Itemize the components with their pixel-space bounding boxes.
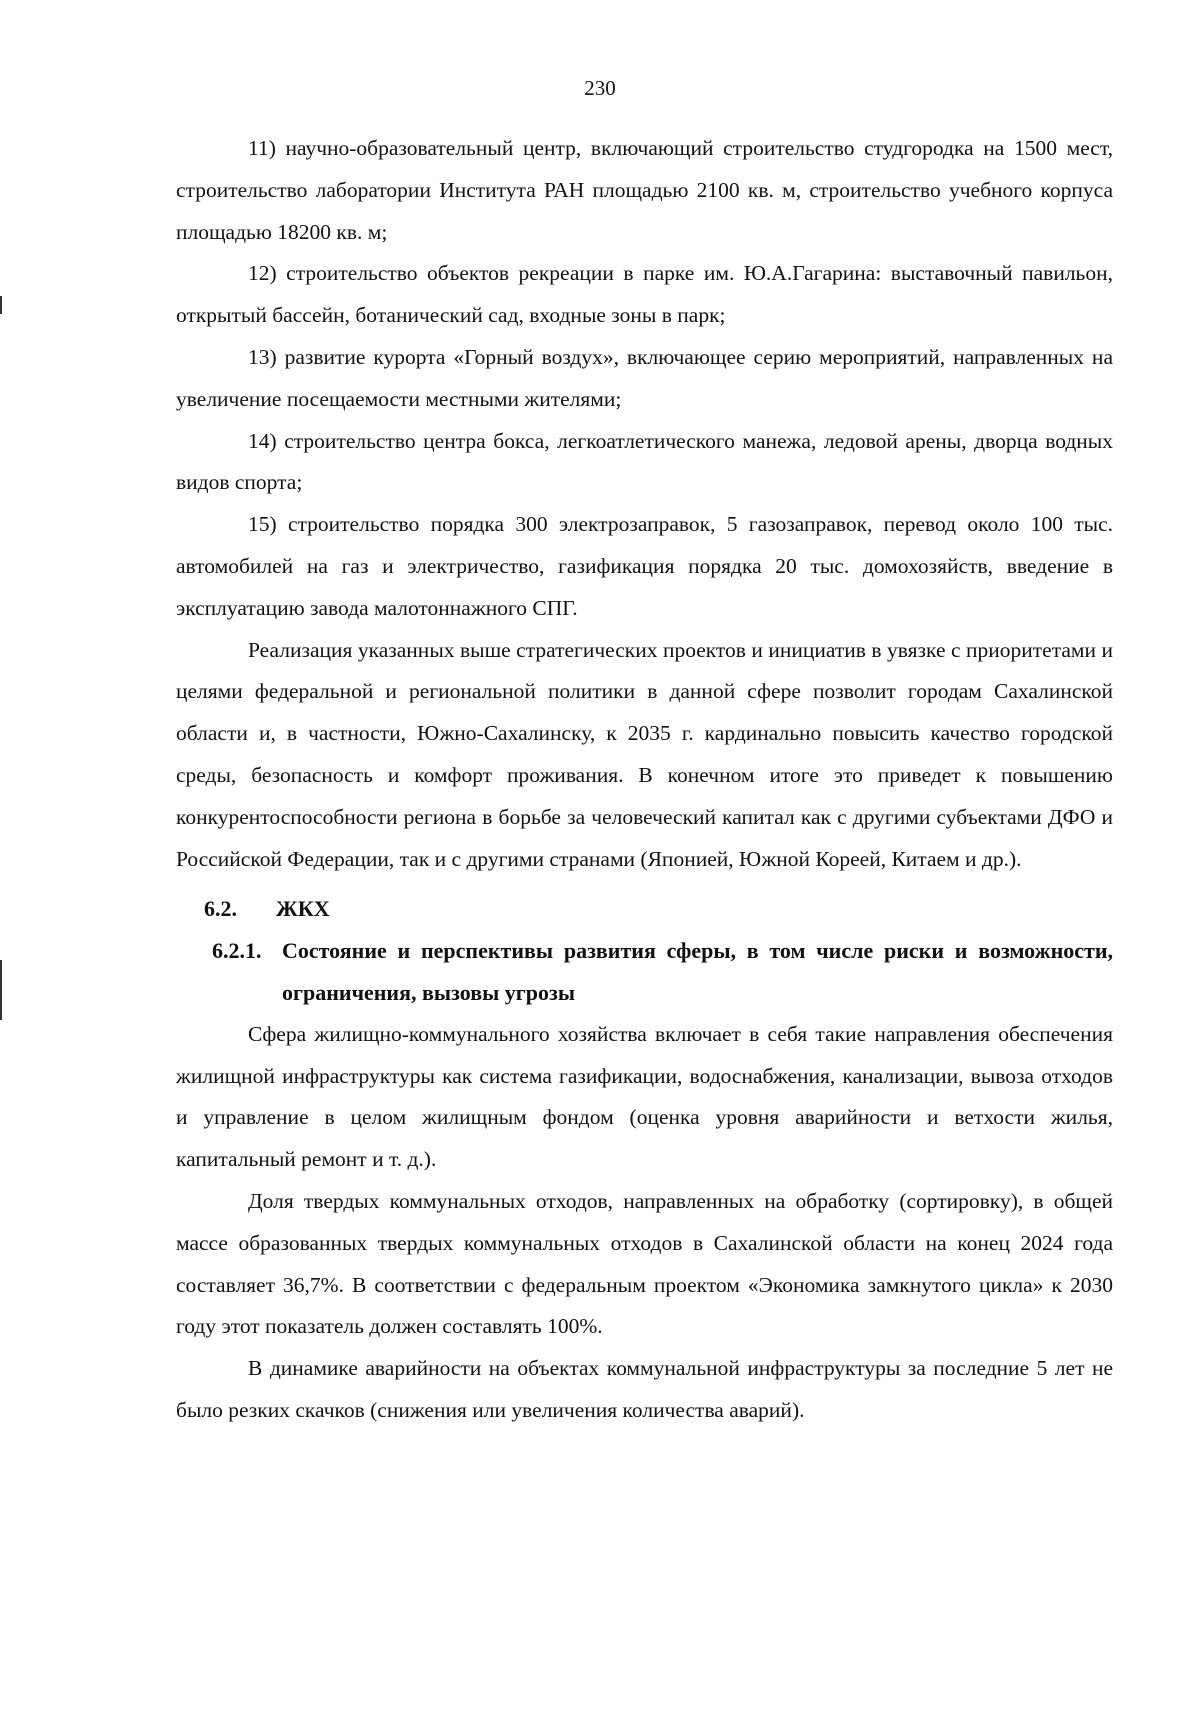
list-item-paragraph: 14) строительство центра бокса, легкоатлетического манежа, ледовой арены, дворца водных видов спорта; [176, 428, 1113, 495]
section-title: ЖКХ [276, 896, 330, 922]
body-paragraph: Реализация указанных выше стратегических проектов и инициатив в увязке с приоритетами и целями федеральной и региональной политики в данной сфере позволит городам Сахалинской области и, в частности, Южно-Сахалинску, к 2035 г. кардинально повысить качество городской среды, безопасность и комфорт проживания. В конечном итоге это приведет к повышению конкурентоспособности региона в борьбе за человеческий капитал как с другими субъектами ДФО и Российской Федерации, так и с другими странами (Японией, Южной Кореей, Китаем и др.). [176, 637, 1113, 871]
list-item-paragraph: 13) развитие курорта «Горный воздух», включающее серию мероприятий, направленных на увеличение посещаемости местными жителями; [176, 344, 1113, 411]
list-item-paragraph: 11) научно-образовательный центр, включающий строительство студгородка на 1500 мест, строительство лаборатории Института РАН площадью 2100 кв. м, строительство учебного корпуса площадью 18200 кв. м; [176, 136, 1113, 244]
subsection-title: Состояние и перспективы развития сферы, в том числе риски и возможности, ограничения, вызовы угрозы [282, 938, 1113, 1005]
list-item-paragraph: 12) строительство объектов рекреации в парке им. Ю.А.Гагарина: выставочный павильон, открытый бассейн, ботанический сад, входные зоны в парк; [176, 261, 1113, 328]
section-heading [176, 888, 1113, 930]
scan-edge-mark [0, 960, 2, 1020]
list-item-paragraph: 15) строительство порядка 300 электрозаправок, 5 газозаправок, перевод около 100 тыс. автомобилей на газ и электричество, газификация порядка 20 тыс. домохозяйств, введение в эксплуатацию завода малотоннажного СПГ. [176, 512, 1113, 620]
body-paragraph: Доля твердых коммунальных отходов, направленных на обработку (сортировку), в общей массе образованных твердых коммунальных отходов в Сахалинской области на конец 2024 года составляет 36,7%. В соответствии с федеральным проектом «Экономика замкнутого цикла» к 2030 году этот показатель должен составлять 100%. [176, 1188, 1113, 1339]
body-paragraph: Сфера жилищно-коммунального хозяйства включает в себя такие направления обеспечения жилищной инфраструктуры как система газификации, водоснабжения, канализации, вывоза отходов и управление в целом жилищным фондом (оценка уровня аварийности и ветхости жилья, капитальный ремонт и т. д.). [176, 1021, 1113, 1172]
subsection-heading [176, 930, 1113, 1014]
body-paragraph: В динамике аварийности на объектах коммунальной инфраструктуры за последние 5 лет не было резких скачков (снижения или увеличения количества аварий). [176, 1356, 1113, 1422]
page-number: 230 [584, 76, 616, 100]
subsection-number: 6.2.1. [212, 938, 262, 964]
document-body [176, 128, 1113, 1432]
scan-edge-mark [0, 296, 2, 314]
section-number: 6.2. [204, 896, 237, 922]
